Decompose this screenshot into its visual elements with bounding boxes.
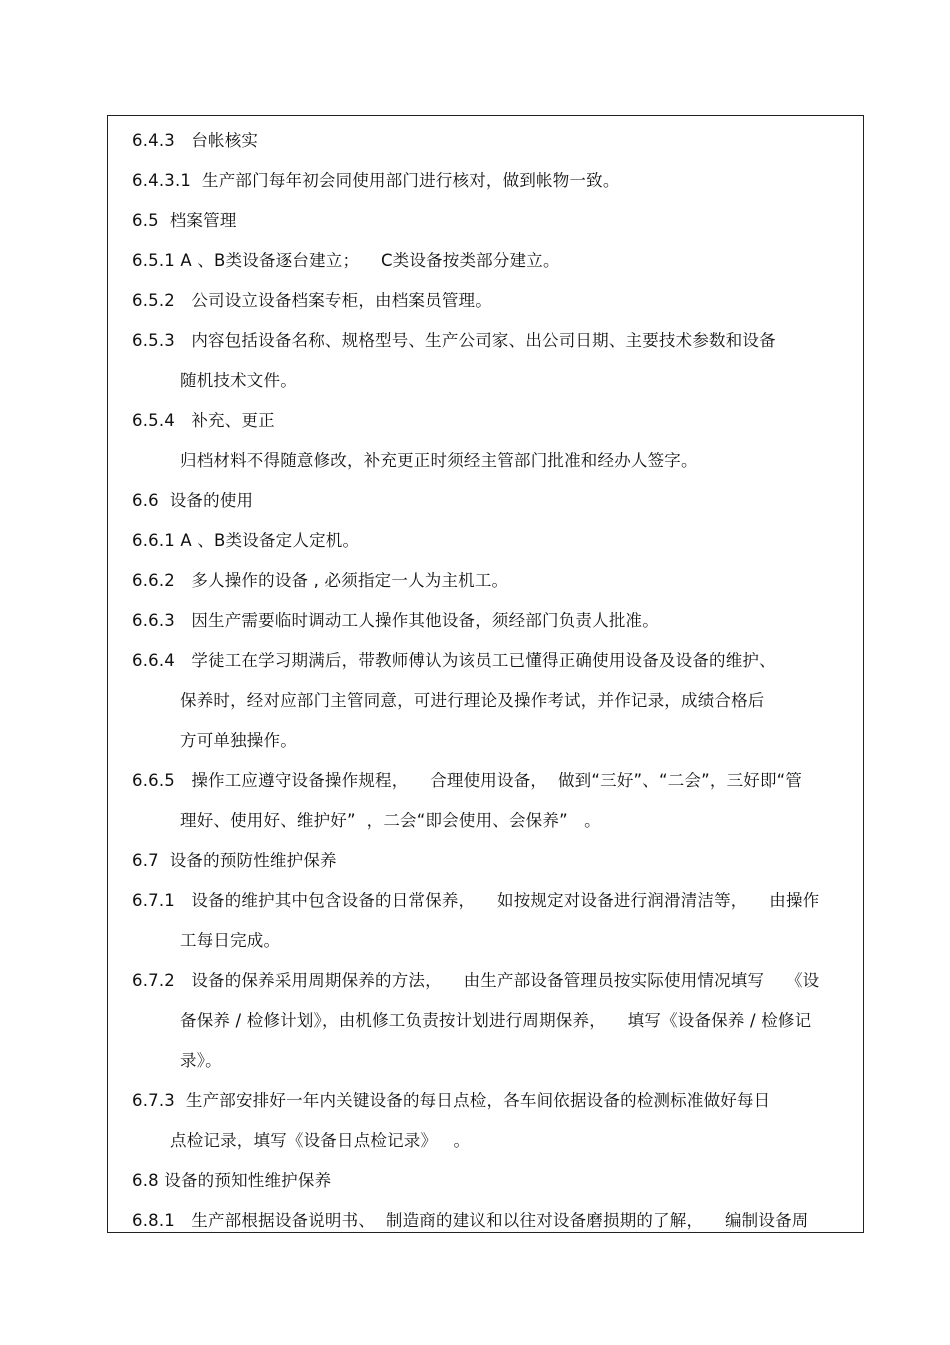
paragraph-6-7-3: 6.7.3 生产部安排好一年内关键设备的每日点检，各车间依据设备的检测标准做好每日: [132, 1091, 771, 1110]
paragraph-6-7-2-cont-1: 备保养 / 检修计划》，由机修工负责按计划进行周期保养， 填写《设备保养 / 检修记: [180, 1011, 812, 1030]
document-body: [108, 116, 863, 1232]
heading-6-7: 6.7 设备的预防性维护保养: [132, 851, 337, 870]
paragraph-6-5-1: 6.5.1 A 、B类设备逐台建立； C类设备按类部分建立。: [132, 251, 560, 270]
paragraph-6-7-1: 6.7.1 设备的维护其中包含设备的日常保养， 如按规定对设备进行润滑清洁等， 由操作: [132, 891, 820, 910]
paragraph-6-5-3: 6.5.3 内容包括设备名称、规格型号、生产公司家、出公司日期、主要技术参数和设备: [132, 331, 776, 350]
document-frame: [107, 115, 864, 1233]
heading-6-5: 6.5 档案管理: [132, 211, 237, 230]
paragraph-6-8-1: 6.8.1 生产部根据设备说明书、 制造商的建议和以往对设备磨损期的了解， 编制设备周: [132, 1211, 809, 1230]
paragraph-6-7-2-cont-2: 录》。: [180, 1051, 222, 1070]
heading-6-4-3: 6.4.3 台帐核实: [132, 131, 259, 150]
paragraph-6-4-3-1: 6.4.3.1 生产部门每年初会同使用部门进行核对，做到帐物一致。: [132, 171, 620, 190]
paragraph-6-6-2: 6.6.2 多人操作的设备 , 必须指定一人为主机工。: [132, 571, 509, 590]
heading-6-5-4: 6.5.4 补充、更正: [132, 411, 275, 430]
heading-6-8: 6.8 设备的预知性维护保养: [132, 1171, 332, 1190]
paragraph-6-7-1-cont: 工每日完成。: [180, 931, 281, 950]
paragraph-6-5-3-cont: 随机技术文件。: [180, 371, 297, 390]
paragraph-6-5-2: 6.5.2 公司设立设备档案专柜，由档案员管理。: [132, 291, 492, 310]
paragraph-6-7-3-cont: 点检记录，填写《设备日点检记录》 。: [170, 1131, 471, 1150]
heading-6-6: 6.6 设备的使用: [132, 491, 254, 510]
paragraph-6-6-4-cont-2: 方可单独操作。: [180, 731, 297, 750]
paragraph-6-7-2: 6.7.2 设备的保养采用周期保养的方法， 由生产部设备管理员按实际使用情况填写 《设: [132, 971, 820, 990]
paragraph-6-5-4-body: 归档材料不得随意修改，补充更正时须经主管部门批准和经办人签字。: [180, 451, 698, 470]
paragraph-6-6-1: 6.6.1 A 、B类设备定人定机。: [132, 531, 360, 550]
paragraph-6-6-5: 6.6.5 操作工应遵守设备操作规程， 合理使用设备， 做到“三好”、“二会”，三好即“管: [132, 771, 803, 790]
paragraph-6-6-5-cont: 理好、使用好、维护好” ，二会“即会使用、会保养” 。: [180, 811, 601, 830]
paragraph-6-6-4: 6.6.4 学徒工在学习期满后，带教师傅认为该员工已懂得正确使用设备及设备的维护、: [132, 651, 776, 670]
paragraph-6-6-3: 6.6.3 因生产需要临时调动工人操作其他设备，须经部门负责人批准。: [132, 611, 659, 630]
paragraph-6-6-4-cont-1: 保养时，经对应部门主管同意，可进行理论及操作考试，并作记录，成绩合格后: [180, 691, 765, 710]
